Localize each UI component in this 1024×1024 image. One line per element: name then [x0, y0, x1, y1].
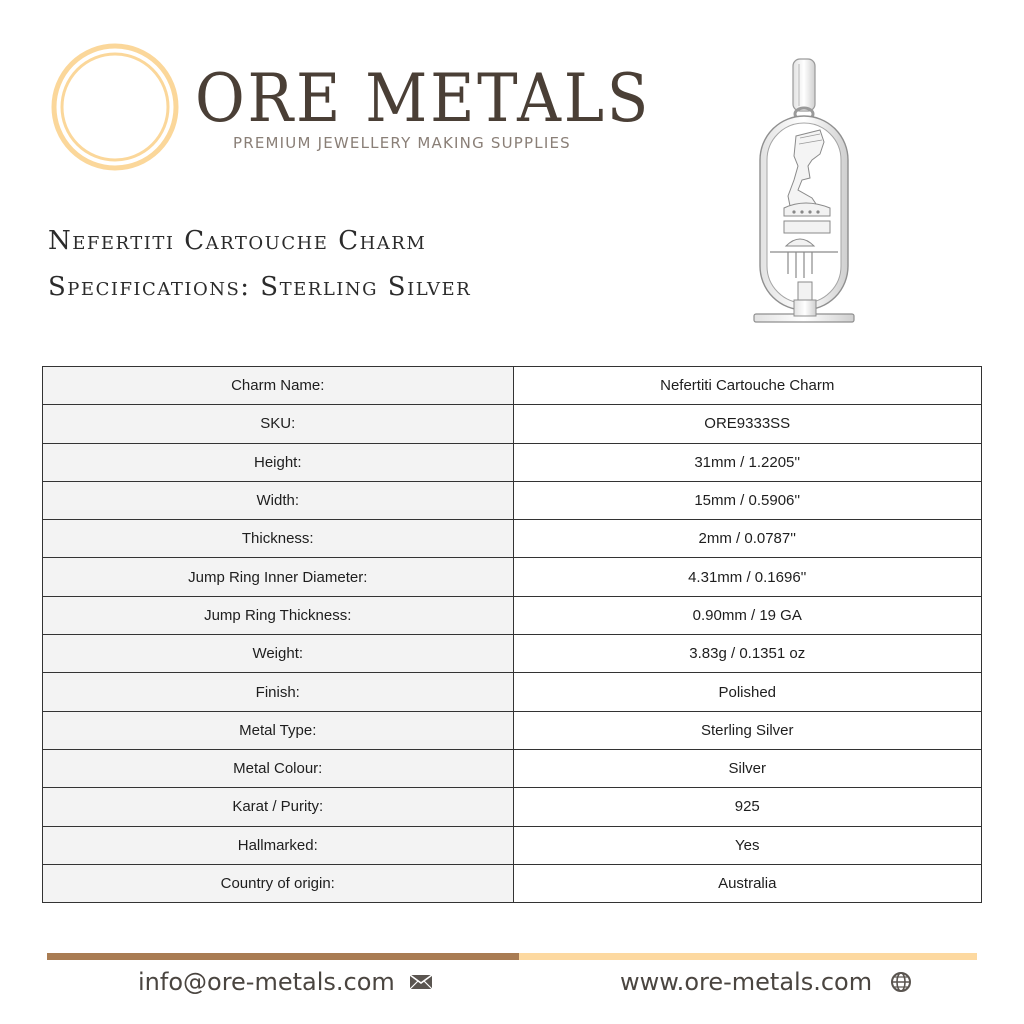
spec-row: [43, 367, 982, 405]
logo-ring-icon: [50, 42, 180, 172]
spec-label: Jump Ring Inner Diameter:: [43, 558, 514, 596]
spec-label: Width:: [43, 481, 514, 519]
spec-row: [43, 711, 982, 749]
spec-value: 31mm / 1.2205'': [513, 443, 982, 481]
spec-value: Silver: [513, 749, 982, 787]
spec-label: Thickness:: [43, 520, 514, 558]
spec-label: Country of origin:: [43, 864, 514, 902]
spec-label: Finish:: [43, 673, 514, 711]
spec-row: [43, 405, 982, 443]
spec-label: Charm Name:: [43, 367, 514, 405]
spec-value: 925: [513, 788, 982, 826]
spec-row: [43, 481, 982, 519]
spec-value: Yes: [513, 826, 982, 864]
spec-row: [43, 749, 982, 787]
spec-row: [43, 673, 982, 711]
website-text[interactable]: www.ore-metals.com: [620, 968, 873, 996]
spec-label: Jump Ring Thickness:: [43, 596, 514, 634]
brand-name: ORE METALS: [195, 60, 652, 137]
spec-value: 4.31mm / 0.1696'': [513, 558, 982, 596]
email-text[interactable]: info@ore-metals.com: [138, 968, 395, 996]
spec-label: Height:: [43, 443, 514, 481]
spec-value: Polished: [513, 673, 982, 711]
spec-value: 0.90mm / 19 GA: [513, 596, 982, 634]
footer-bar-left: [47, 953, 519, 960]
spec-row: [43, 520, 982, 558]
spec-value: 3.83g / 0.1351 oz: [513, 635, 982, 673]
spec-label: Metal Type:: [43, 711, 514, 749]
globe-icon: [890, 971, 912, 993]
product-title: Nefertiti Cartouche Charm: [48, 226, 427, 256]
spec-row: [43, 826, 982, 864]
brand: [195, 60, 691, 152]
spec-row: [43, 635, 982, 673]
spec-label: Metal Colour:: [43, 749, 514, 787]
spec-value: Nefertiti Cartouche Charm: [513, 367, 982, 405]
footer-email[interactable]: [138, 962, 433, 1002]
footer-website[interactable]: [620, 962, 912, 1002]
spec-value: Australia: [513, 864, 982, 902]
spec-value: 2mm / 0.0787'': [513, 520, 982, 558]
spec-label: SKU:: [43, 405, 514, 443]
spec-value: 15mm / 0.5906'': [513, 481, 982, 519]
specifications-table: [42, 366, 982, 903]
spec-label: Hallmarked:: [43, 826, 514, 864]
spec-row: [43, 788, 982, 826]
spec-value: ORE9333SS: [513, 405, 982, 443]
spec-label: Weight:: [43, 635, 514, 673]
spec-row: [43, 558, 982, 596]
nefertiti-cartouche-charm-image: [750, 56, 860, 328]
spec-row: [43, 864, 982, 902]
footer-bar-right: [519, 953, 977, 960]
envelope-icon: [409, 974, 433, 990]
specifications-heading: Specifications: Sterling Silver: [48, 272, 472, 302]
spec-row: [43, 443, 982, 481]
brand-tagline: PREMIUM JEWELLERY MAKING SUPPLIES: [233, 134, 571, 152]
spec-label: Karat / Purity:: [43, 788, 514, 826]
spec-value: Sterling Silver: [513, 711, 982, 749]
spec-row: [43, 596, 982, 634]
